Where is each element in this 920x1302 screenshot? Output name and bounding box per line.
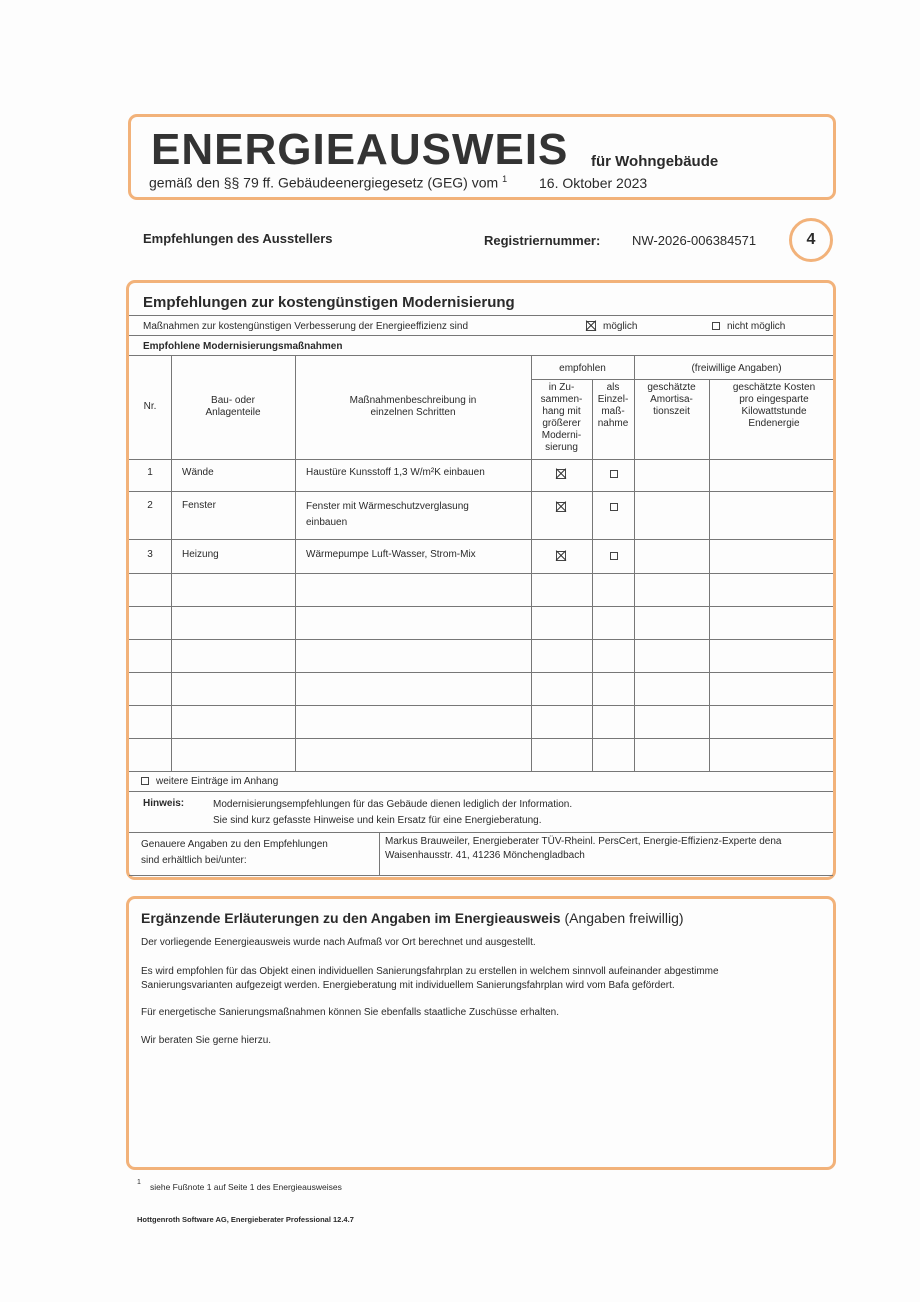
footnote-mark: 1 — [137, 1179, 141, 1186]
col-einzel-line: nahme — [597, 418, 629, 429]
law-text: gemäß den §§ 79 ff. Gebäudeenergiegesetz (GEG) vom — [149, 174, 499, 191]
explanations-title-text: Ergänzende Erläuterungen zu den Angaben im Energieausweis — [141, 910, 561, 926]
row-nr: 1 — [147, 467, 153, 478]
contact-label-line1: Genauere Angaben zu den Empfehlungen — [141, 839, 328, 850]
col-bau-line: Bau- oder — [211, 395, 255, 406]
explanations-paragraph-4: Wir beraten Sie gerne hierzu. — [141, 1035, 272, 1046]
law-date: 16. Oktober 2023 — [539, 175, 648, 191]
row-text: Wärmepumpe Luft-Wasser, Strom-Mix — [306, 549, 476, 560]
col-nr: Nr. — [143, 401, 157, 412]
contact-label-line2: sind erhältlich bei/unter: — [141, 855, 247, 866]
contact-line2: Waisenhausstr. 41, 41236 Mönchengladbach — [385, 850, 585, 861]
col-freiwillig: (freiwillige Angaben) — [691, 363, 782, 374]
nicht-moeglich-label: nicht möglich — [727, 321, 786, 332]
col-zusammenhang-line: sierung — [545, 442, 578, 453]
col-zusammenhang-line: größerer — [542, 418, 581, 429]
explanations-paragraph-2b: Sanierungsvarianten aufgezeigt werden. Energieberatung mit individuellem Sanierungsfahrplan wird vom Bafa gefördert. — [141, 980, 675, 991]
weitere-checkbox[interactable] — [141, 777, 149, 785]
col-beschreibung — [295, 395, 531, 419]
col-bau-line: Anlagenteile — [205, 407, 261, 418]
col-zusammenhang-line: hang mit — [542, 406, 581, 417]
row-zusammenhang-checkbox[interactable] — [556, 502, 566, 512]
col-kosten-line: Endenergie — [748, 418, 800, 429]
explanations-paragraph-2a: Es wird empfohlen für das Objekt einen individuellen Sanierungsfahrplan zu erstellen in welchem sinnvoll aufeinander abgestimme — [141, 966, 719, 977]
col-kosten-line: pro eingesparte — [739, 394, 809, 405]
document-subtitle: für Wohngebäude — [591, 153, 719, 170]
row-bau: Wände — [182, 467, 214, 478]
document-title: ENERGIEAUSWEIS — [151, 125, 569, 174]
modernisation-box — [126, 280, 836, 880]
law-footnote-mark: 1 — [502, 174, 508, 184]
col-bau — [171, 395, 295, 419]
weitere-label: weitere Einträge im Anhang — [156, 776, 279, 787]
col-empfohlen: empfohlen — [559, 363, 606, 374]
col-einzel-line: als — [606, 382, 620, 393]
registration-number: NW-2026-006384571 — [632, 233, 757, 248]
col-einzel-line: Einzel- — [597, 394, 629, 405]
recommended-title: Empfohlene Modernisierungsmaßnahmen — [143, 341, 343, 352]
row-bau: Heizung — [182, 549, 219, 560]
col-kosten — [709, 382, 839, 430]
col-amortisation-line: geschätzte — [647, 382, 696, 393]
col-beschreibung-line: Maßnahmenbeschreibung in — [349, 395, 477, 406]
row-nr: 2 — [147, 500, 153, 511]
col-zusammenhang-line: Moderni- — [541, 430, 582, 441]
explanations-title — [141, 910, 684, 927]
registration-label: Registriernummer: — [484, 233, 601, 248]
row-zusammenhang-checkbox[interactable] — [556, 469, 566, 479]
col-kosten-line: geschätzte Kosten — [732, 382, 816, 393]
hinweis-label: Hinweis: — [143, 798, 185, 809]
moeglich-checkbox[interactable] — [586, 321, 596, 331]
page-number: 4 — [789, 218, 833, 262]
col-amortisation — [634, 382, 709, 418]
footnote: siehe Fußnote 1 auf Seite 1 des Energieausweises — [150, 1182, 342, 1192]
modernisation-title: Empfehlungen zur kostengünstigen Modernisierung — [143, 294, 515, 311]
row-einzel-checkbox[interactable] — [610, 552, 618, 560]
header-box — [128, 114, 836, 200]
explanations-title-suffix: (Angaben freiwillig) — [564, 910, 684, 926]
row-einzel-checkbox[interactable] — [610, 470, 618, 478]
col-zusammenhang-line: sammen- — [540, 394, 583, 405]
explanations-box — [126, 896, 836, 1170]
col-amortisation-line: tionszeit — [653, 406, 690, 417]
col-amortisation-line: Amortisa- — [650, 394, 693, 405]
col-zusammenhang-line: in Zu- — [548, 382, 575, 393]
section-label: Empfehlungen des Ausstellers — [143, 231, 333, 246]
row-text: Fenster mit Wärmeschutzverglasung — [306, 501, 469, 512]
row-bau: Fenster — [182, 500, 216, 511]
col-einzel-line: maß- — [601, 406, 625, 417]
col-kosten-line: Kilowattstunde — [741, 406, 807, 417]
row-text: Haustüre Kunsstoff 1,3 W/m²K einbauen — [306, 467, 485, 478]
contact-line1: Markus Brauweiler, Energieberater TÜV-Rheinl. PersCert, Energie-Effizienz-Experte dena — [385, 836, 782, 847]
measures-text: Maßnahmen zur kostengünstigen Verbesserung der Energieeffizienz sind — [143, 321, 469, 332]
col-zusammenhang — [531, 382, 592, 454]
law-reference — [149, 174, 507, 191]
hinweis-line1: Modernisierungsempfehlungen für das Gebäude dienen lediglich der Information. — [213, 799, 573, 810]
software-credit: Hottgenroth Software AG, Energieberater Professional 12.4.7 — [137, 1215, 354, 1224]
row-einzel-checkbox[interactable] — [610, 503, 618, 511]
explanations-paragraph-1: Der vorliegende Eenergieausweis wurde nach Aufmaß vor Ort berechnet und ausgestellt. — [141, 937, 536, 948]
col-einzel — [592, 382, 634, 430]
hinweis-line2: Sie sind kurz gefasste Hinweise und kein Ersatz für eine Energieberatung. — [213, 815, 542, 826]
row-nr: 3 — [147, 549, 153, 560]
nicht-moeglich-checkbox[interactable] — [712, 322, 720, 330]
row-zusammenhang-checkbox[interactable] — [556, 551, 566, 561]
explanations-paragraph-3: Für energetische Sanierungsmaßnahmen können Sie ebenfalls staatliche Zuschüsse erhalten. — [141, 1007, 560, 1018]
moeglich-label: möglich — [603, 321, 638, 332]
col-beschreibung-line: einzelnen Schritten — [370, 407, 456, 418]
row-text-line2: einbauen — [306, 517, 348, 528]
